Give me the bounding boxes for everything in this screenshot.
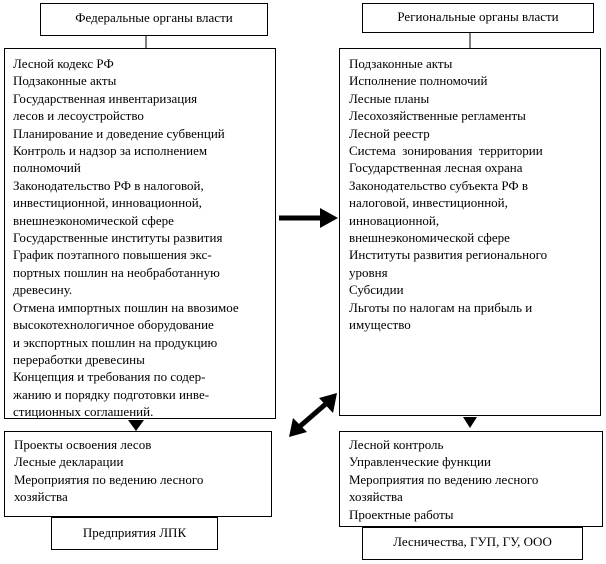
federal-item: График поэтапного повышения экс- <box>13 247 212 263</box>
federal-item: Законодательство РФ в налоговой, <box>13 177 204 193</box>
federal-item: полномочий <box>13 160 81 176</box>
regional-item: внешнеэкономической сфере <box>349 230 510 246</box>
federal-to-enterprise-arrow <box>128 420 144 431</box>
forestry-item: Мероприятия по ведению лесного <box>349 471 539 487</box>
regional-item: имущество <box>349 317 411 333</box>
forestry-label: Лесничества, ГУП, ГУ, ООО <box>393 534 552 549</box>
regional-item: Законодательство субъекта РФ в <box>349 177 529 193</box>
federal-item: внешнеэкономической сфере <box>13 212 174 228</box>
forestry-item: Управленческие функции <box>349 454 491 470</box>
regional-item: Государственная лесная охрана <box>349 160 523 176</box>
federal-item: стиционных соглашений. <box>13 404 154 420</box>
federal-item: древесину. <box>13 282 73 298</box>
enterprise-item: хозяйства <box>14 489 68 505</box>
regional-item: налоговой, инвестиционной, <box>349 195 508 211</box>
regional-item: инновационной, <box>349 212 440 228</box>
bidirectional-arrow <box>289 393 337 437</box>
enterprise-item: Лесные декларации <box>14 454 124 470</box>
enterprise-label: Предприятия ЛПК <box>82 525 187 540</box>
regional-item: уровня <box>349 264 388 280</box>
federal-item: Планирование и доведение субвенций <box>13 125 225 141</box>
forestry-item: Лесной контроль <box>349 437 444 452</box>
federal-item: Лесной кодекс РФ <box>13 56 114 71</box>
regional-item: Лесной реестр <box>349 125 430 141</box>
federal-item: высокотехнологичное оборудование <box>13 317 214 333</box>
federal-item: жанию и порядку подготовки инве- <box>13 386 210 402</box>
forestry-item: Проектные работы <box>349 506 454 522</box>
federal-item: Государственные институты развития <box>13 230 223 246</box>
federal-item: переработки древесины <box>13 351 145 367</box>
regional-item: Подзаконные акты <box>349 56 453 71</box>
federal-item: Подзаконные акты <box>13 73 117 89</box>
federal-item: Государственная инвентаризация <box>13 90 198 106</box>
federal-item: лесов и лесоустройство <box>13 108 144 124</box>
federal-item: портных пошлин на необработанную <box>13 264 220 280</box>
federal-item: Отмена импортных пошлин на ввозимое <box>13 299 239 315</box>
regional-item: Система зонирования территории <box>349 143 543 159</box>
federal-to-regional-arrow <box>279 208 338 228</box>
regional-item: Институты развития регионального <box>349 247 548 263</box>
enterprise-item: Мероприятия по ведению лесного <box>14 471 204 487</box>
regional-item: Льготы по налогам на прибыль и <box>349 299 533 315</box>
federal-item: и экспортных пошлин на продукцию <box>13 334 218 350</box>
regional-to-forestry-arrow <box>463 417 477 428</box>
regional-title: Региональные органы власти <box>397 9 559 24</box>
enterprise-item: Проекты освоения лесов <box>14 437 152 452</box>
federal-title: Федеральные органы власти <box>75 10 233 25</box>
regional-item: Исполнение полномочий <box>349 73 488 89</box>
regional-item: Лесохозяйственные регламенты <box>349 108 526 124</box>
regional-item: Лесные планы <box>349 90 430 106</box>
forestry-item: хозяйства <box>349 489 403 505</box>
federal-item: Концепция и требования по содер- <box>13 369 206 385</box>
federal-item: инвестиционной, инновационной, <box>13 195 202 211</box>
federal-item: Контроль и надзор за исполнением <box>13 143 208 159</box>
regional-item: Субсидии <box>349 282 404 298</box>
